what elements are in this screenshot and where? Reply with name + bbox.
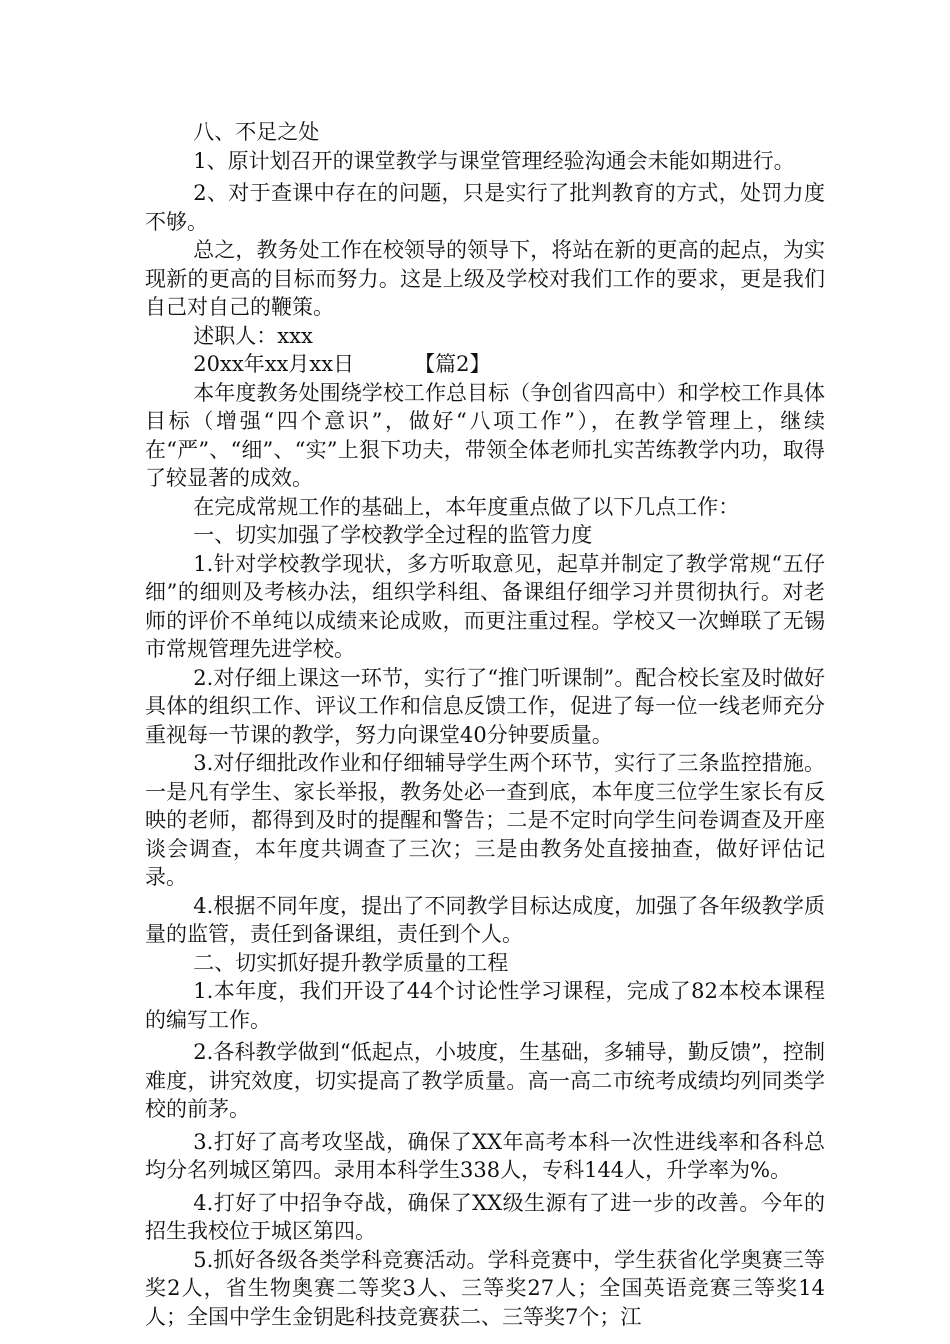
paragraph: 2.对仔细上课这一环节，实行了“推门听课制”。配合校长室及时做好具体的组织工作、评议工作和信息反馈工作，促进了每一位一线老师充分重视每一节课的教学，努力向课堂40分钟要质量。 — [145, 665, 825, 747]
paragraph-summary: 总之，教务处工作在校领导的领导下，将站在新的更高的起点，为实现新的更高的目标而努力。这是上级及学校对我们工作的要求，更是我们自己对自己的鞭策。 — [145, 238, 825, 319]
section-heading: 二、切实抓好提升教学质量的工程 — [193, 950, 509, 975]
paragraph: 1、原计划召开的课堂教学与课堂管理经验沟通会未能如期进行。 — [193, 148, 795, 173]
paragraph: 5.抓好各级各类学科竞赛活动。学科竞赛中，学生获省化学奥赛三等奖2人，省生物奥赛二等奖3人、三等奖27人；全国英语竞赛三等奖14人；全国中学生金钥匙科技竞赛获二、三等奖7个；江 — [145, 1247, 825, 1329]
signature-name: 述职人：xxx — [193, 323, 313, 348]
section-heading: 一、切实加强了学校教学全过程的监管力度 — [193, 523, 593, 547]
paragraph: 1.针对学校教学现状，多方听取意见，起草并制定了教学常规“五仔细”的细则及考核办法，组织学科组、备课组仔细学习并贯彻执行。对老师的评价不单纯以成绩来论成败，而更注重过程。学校又一次蝉联了无锡市常规管理先进学校。 — [145, 551, 825, 661]
heading-shortcomings: 八、不足之处 — [193, 120, 320, 144]
paragraph: 2.各科教学做到“低起点，小坡度，生基础，多辅导，勤反馈”，控制难度，讲究效度，切实提高了教学质量。高一高二市统考成绩均列同类学校的前茅。 — [145, 1040, 825, 1121]
document-page — [145, 118, 825, 1331]
paragraph: 3.打好了高考攻坚战，确保了XX年高考本科一次性进线率和各科总均分名列城区第四。录用本科学生338人，专科144人，升学率为%。 — [145, 1129, 825, 1182]
date-line — [145, 350, 825, 379]
paragraph: 2、对于查课中存在的问题，只是实行了批判教育的方式，处罚力度不够。 — [145, 181, 825, 234]
date-text: 20xx年xx月xx日 — [193, 352, 355, 376]
paragraph: 4.打好了中招争夺战，确保了XX级生源有了进一步的改善。今年的招生我校位于城区第四。 — [145, 1190, 825, 1243]
section-marker: 【篇2】 — [414, 352, 491, 376]
paragraph: 本年度教务处围绕学校工作总目标（争创省四高中）和学校工作具体目标（增强“四个意识”，做好“八项工作”），在教学管理上，继续在“严”、“细”、“实”上狠下功夫，带领全体老师扎实苦练教学内功，取得了较显著的成效。 — [145, 380, 825, 490]
paragraph: 3.对仔细批改作业和仔细辅导学生两个环节，实行了三条监控措施。一是凡有学生、家长举报，教务处必一查到底，本年度三位学生家长有反映的老师，都得到及时的提醒和警告；二是不定时向学生问卷调查及开座谈会调查，本年度共调查了三次；三是由教务处直接抽查，做好评估记录。 — [145, 751, 825, 889]
paragraph: 1.本年度，我们开设了44个讨论性学习课程，完成了82本校本课程的编写工作。 — [145, 979, 825, 1032]
paragraph: 4.根据不同年度，提出了不同教学目标达成度，加强了各年级教学质量的监管，责任到备课组，责任到个人。 — [145, 893, 825, 946]
paragraph: 在完成常规工作的基础上，本年度重点做了以下几点工作： — [193, 494, 740, 519]
